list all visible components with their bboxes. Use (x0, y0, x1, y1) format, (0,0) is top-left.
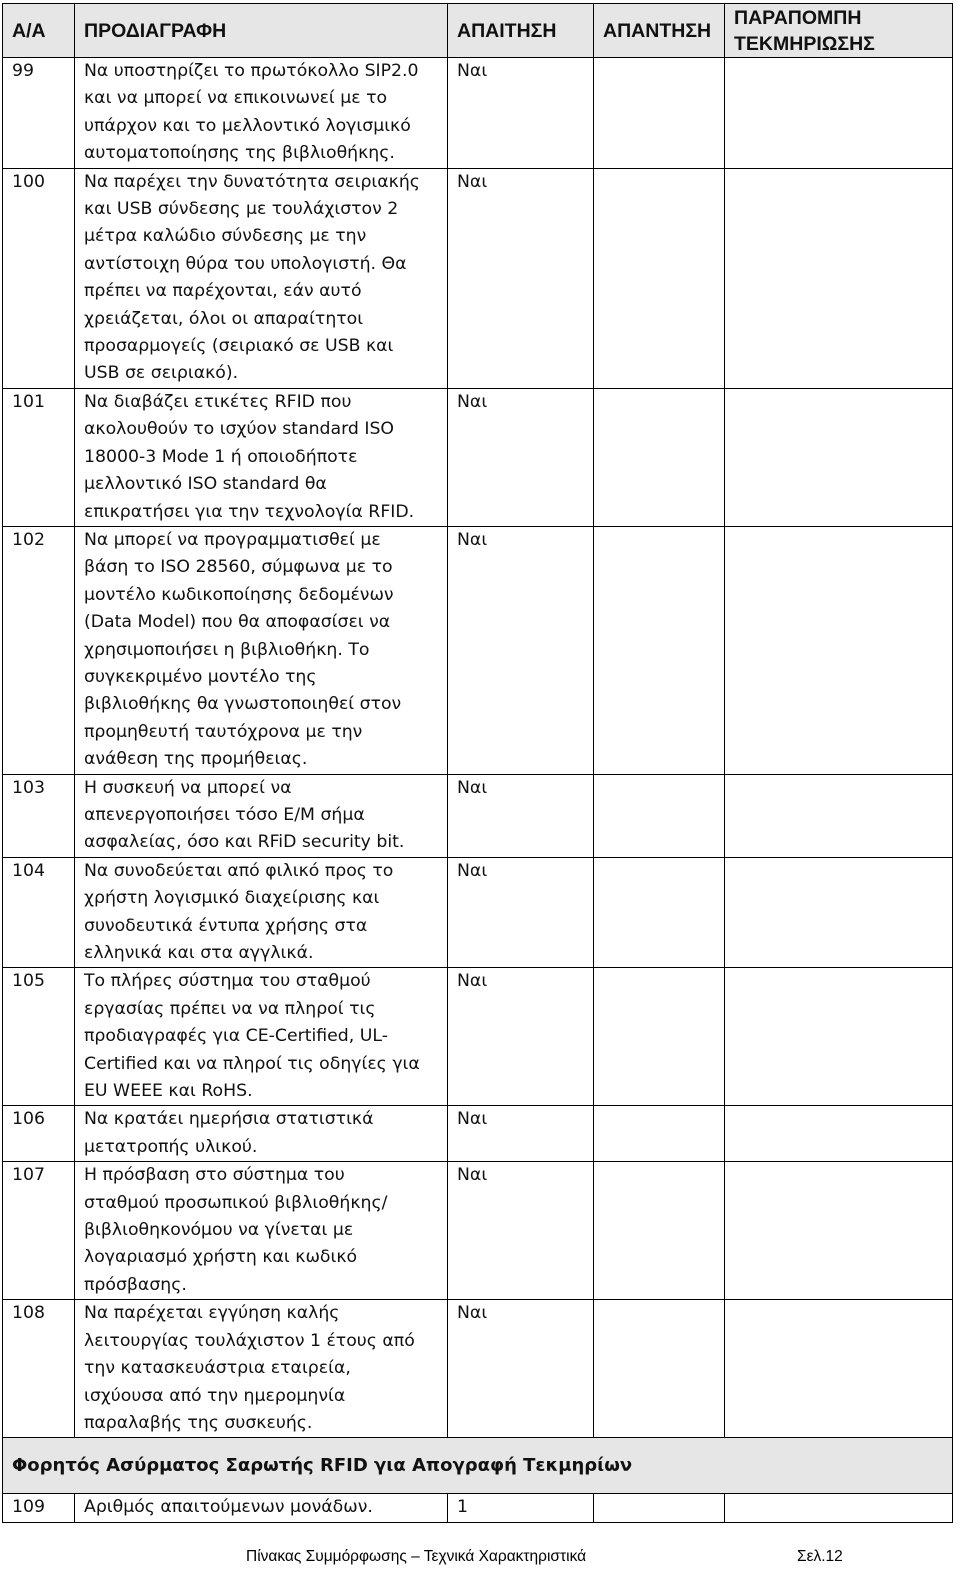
spec-line: ασφαλείας, όσο και RFiD security bit. (84, 832, 405, 853)
row-num: 103 (3, 774, 75, 857)
row-ans (594, 388, 725, 526)
row-ref (725, 526, 953, 774)
spec-line: Να παρέχει την δυνατότητα σειριακής (84, 171, 420, 192)
spec-line: πρέπει να παρέχονται, εάν αυτό (84, 281, 362, 302)
page-number: Σελ.12 (797, 1548, 843, 1565)
spec-line: και να μπορεί να επικοινωνεί με το (84, 88, 388, 109)
spec-line: μοντέλο κωδικοποίησης δεδομένων (84, 584, 394, 605)
row-ref (725, 774, 953, 857)
header-row (3, 4, 953, 58)
row-spec (75, 168, 448, 388)
spec-line: Να υποστηρίζει το πρωτόκολλο SIP2.0 (84, 61, 419, 81)
spec-line: Η πρόσβαση στο σύστημα του (84, 1165, 345, 1186)
spec-line: λογαριασμό χρήστη και κωδικό (84, 1247, 358, 1268)
row-spec (75, 1106, 448, 1162)
row-ref (725, 968, 953, 1106)
spec-line: πρόσβασης. (84, 1274, 187, 1295)
spec-line: βιβλιοθηκονόμου να γίνεται με (84, 1220, 354, 1241)
spec-line: χρειάζεται, όλοι οι απαραίτητοι (84, 308, 364, 329)
table-row (3, 1162, 953, 1300)
row-ref (725, 58, 953, 169)
row-req: Ναι (448, 388, 594, 526)
row-num: 101 (3, 388, 75, 526)
row-ans (594, 1162, 725, 1300)
table-row (3, 774, 953, 857)
row-spec (75, 1300, 448, 1438)
spec-line: ανάθεση της προμήθειας. (84, 749, 308, 770)
row-ans (594, 1106, 725, 1162)
row-req: Ναι (448, 857, 594, 968)
row-ans (594, 857, 725, 968)
spec-line: αντίστοιχη θύρα του υπολογιστή. Θα (84, 253, 407, 274)
row-req: Ναι (448, 968, 594, 1106)
spec-line: 18000-3 Mode 1 ή οποιοδήποτε (84, 446, 358, 467)
spec-line: βάση το ISO 28560, σύμφωνα με το (84, 557, 393, 578)
spec-line: EU WEEE και RoHS. (84, 1081, 253, 1102)
spec-line: υπάρχον και το μελλοντικό λογισμικό (84, 115, 411, 136)
spec-line: επικρατήσει για την τεχνολογία RFID. (84, 501, 415, 522)
table-row (3, 526, 953, 774)
header-num: Α/Α (3, 4, 75, 58)
spec-line: συγκεκριμένο μοντέλο της (84, 666, 317, 687)
table-row (3, 58, 953, 169)
spec-line: ελληνικά και στα αγγλικά. (84, 943, 314, 963)
compliance-table (2, 3, 953, 1523)
row-num: 104 (3, 857, 75, 968)
spec-line: Να συνοδεύεται από φιλικό προς το (84, 860, 394, 881)
table-row (3, 968, 953, 1106)
spec-line: μέτρα καλώδιο σύνδεσης με την (84, 226, 367, 247)
spec-line: σταθμού προσωπικού βιβλιοθήκης/ (84, 1192, 388, 1213)
row-req: Ναι (448, 168, 594, 388)
header-ref-line2: ΤΕΚΜΗΡΙΩΣΗΣ (734, 32, 875, 55)
row-ref (725, 1106, 953, 1162)
row-ref (725, 1494, 953, 1522)
spec-line: Η συσκευή να μπορεί να (84, 777, 292, 798)
table-row (3, 1494, 953, 1522)
table-body (3, 58, 953, 1438)
spec-line: Να διαβάζει ετικέτες RFID που (84, 391, 352, 412)
spec-line: λειτουργίας τουλάχιστον 1 έτους από (84, 1330, 415, 1351)
spec-line: μετατροπής υλικού. (84, 1136, 258, 1157)
row-spec (75, 968, 448, 1106)
row-num: 108 (3, 1300, 75, 1438)
row-req: Ναι (448, 774, 594, 857)
spec-line: βιβλιοθήκης θα γνωστοποιηθεί στον (84, 694, 402, 715)
row-req: 1 (448, 1494, 594, 1522)
row-ans (594, 168, 725, 388)
spec-line: αυτοματοποίησης της βιβλιοθήκης. (84, 143, 395, 164)
spec-line: USB σε σειριακό). (84, 363, 239, 384)
row-ans (594, 526, 725, 774)
spec-line: την κατασκευάστρια εταιρεία, (84, 1358, 351, 1379)
spec-line: Το πλήρες σύστημα του σταθμού (84, 971, 371, 992)
row-spec: Αριθμός απαιτούμενων μονάδων. (75, 1494, 448, 1522)
table-row (3, 857, 953, 968)
spec-line: Certified και να πληροί τις οδηγίες για (84, 1053, 420, 1074)
spec-line: προδιαγραφές για CE-Certified, UL- (84, 1026, 388, 1047)
spec-line: και USB σύνδεσης με τουλάχιστον 2 (84, 199, 399, 220)
spec-line: (Data Model) που θα αποφασίσει να (84, 612, 391, 633)
row-spec (75, 58, 448, 169)
footer-title: Πίνακας Συμμόρφωσης – Τεχνικά Χαρακτηριστικά (246, 1548, 587, 1565)
row-num: 109 (3, 1494, 75, 1522)
row-spec (75, 857, 448, 968)
spec-line: παραλαβής της συσκευής. (84, 1412, 313, 1433)
spec-line: απενεργοποιήσει τόσο Ε/Μ σήμα (84, 804, 365, 825)
row-req: Ναι (448, 526, 594, 774)
section-title: Φορητός Ασύρματος Σαρωτής RFID για Απογραφή Τεκμηρίων (3, 1438, 953, 1494)
spec-line: χρησιμοποιήσει η βιβλιοθήκη. Το (84, 639, 370, 660)
row-ref (725, 388, 953, 526)
row-ans (594, 968, 725, 1106)
table-row (3, 1106, 953, 1162)
row-ref (725, 857, 953, 968)
section-row (3, 1438, 953, 1494)
row-req: Ναι (448, 1162, 594, 1300)
spec-line: Να παρέχεται εγγύηση καλής (84, 1303, 340, 1324)
row-spec (75, 774, 448, 857)
row-req: Ναι (448, 1300, 594, 1438)
spec-line: χρήστη λογισμικό διαχείρισης και (84, 888, 380, 909)
row-ans (594, 58, 725, 169)
row-num: 105 (3, 968, 75, 1106)
row-num: 99 (3, 58, 75, 169)
table-row (3, 388, 953, 526)
spec-line: προσαρμογείς (σειριακό σε USB και (84, 336, 394, 357)
row-ans (594, 774, 725, 857)
row-num: 100 (3, 168, 75, 388)
row-spec (75, 526, 448, 774)
spec-line: συνοδευτικά έντυπα χρήσης στα (84, 915, 368, 936)
header-spec: ΠΡΟΔΙΑΓΡΑΦΗ (75, 4, 448, 58)
header-ans: ΑΠΑΝΤΗΣΗ (594, 4, 725, 58)
row-ans (594, 1494, 725, 1522)
header-ref-line1: ΠΑΡΑΠΟΜΠΗ (734, 6, 862, 29)
row-num: 102 (3, 526, 75, 774)
spec-line: εργασίας πρέπει να να πληροί τις (84, 998, 376, 1019)
row-num: 106 (3, 1106, 75, 1162)
row-ans (594, 1300, 725, 1438)
table-row (3, 168, 953, 388)
header-req: ΑΠΑΙΤΗΣΗ (448, 4, 594, 58)
spec-line: Να κρατάει ημερήσια στατιστικά (84, 1109, 374, 1130)
spec-line: προμηθευτή ταυτόχρονα με την (84, 721, 363, 742)
row-ref (725, 168, 953, 388)
spec-line: μελλοντικό ISO standard θα (84, 474, 327, 495)
spec-line: ακολουθούν το ισχύον standard ISO (84, 419, 395, 440)
row-ref (725, 1300, 953, 1438)
table-row (3, 1300, 953, 1438)
spec-line: ισχύουσα από την ημερομηνία (84, 1385, 346, 1406)
row-spec (75, 1162, 448, 1300)
row-spec (75, 388, 448, 526)
row-req: Ναι (448, 1106, 594, 1162)
row-num: 107 (3, 1162, 75, 1300)
spec-line: Να μπορεί να προγραμματισθεί με (84, 529, 381, 550)
row-ref (725, 1162, 953, 1300)
row-req: Ναι (448, 58, 594, 169)
header-ref (725, 4, 953, 58)
